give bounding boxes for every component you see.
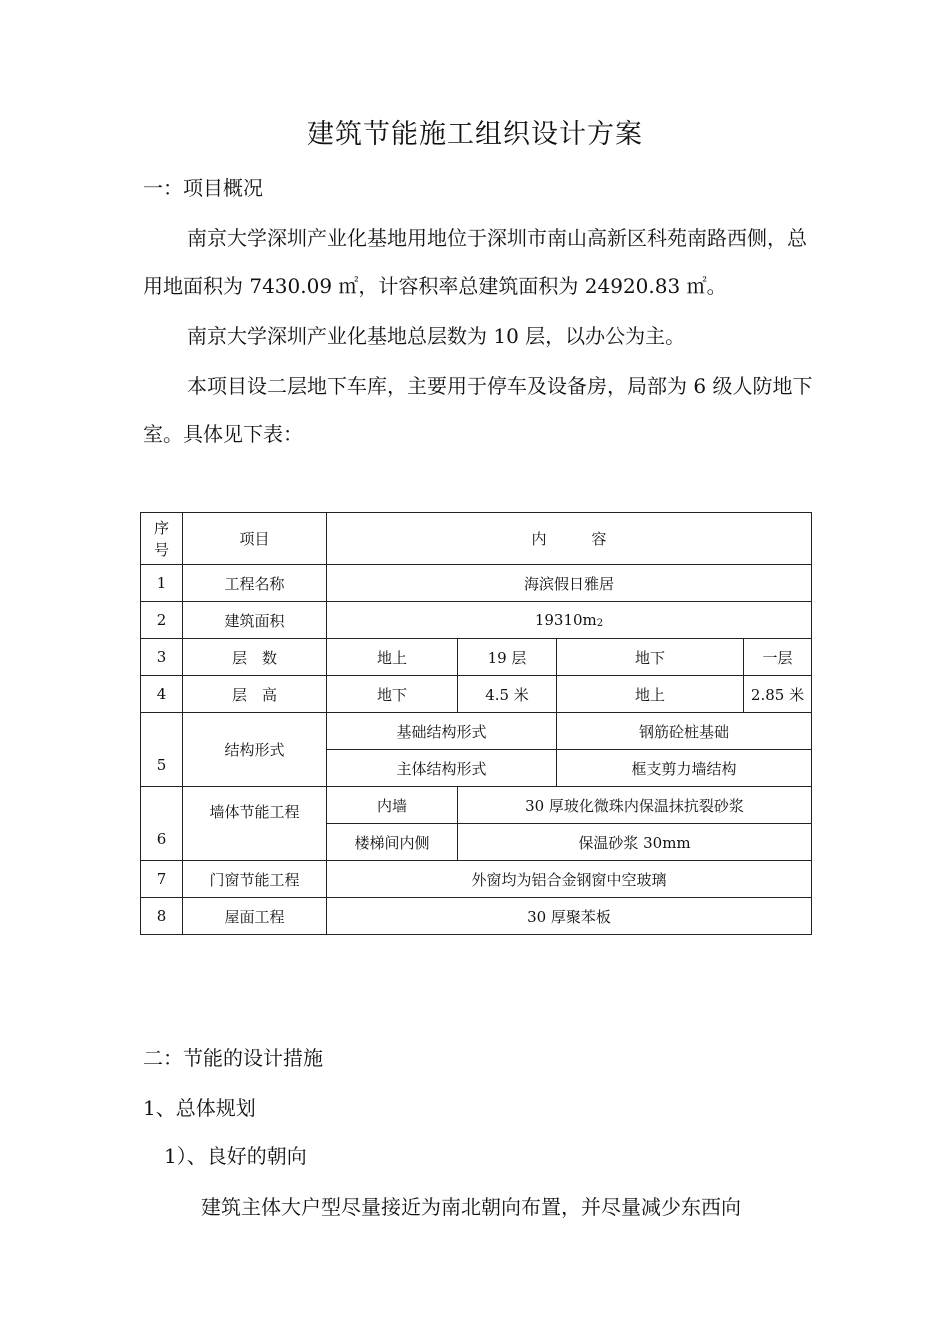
- area-unit-superscript: 2: [596, 618, 604, 629]
- row-value: 海滨假日雅居: [327, 565, 812, 602]
- cell: 4.5 米: [458, 676, 557, 713]
- paragraph-floors-text: 南京大学深圳产业化基地总层数为 10 层，以办公为主。: [187, 324, 686, 348]
- cell: 基础结构形式: [327, 713, 557, 750]
- row-value: 外窗均为铝合金钢窗中空玻璃: [327, 861, 812, 898]
- paragraph-site: [143, 214, 813, 310]
- paragraph-orientation: 建筑主体大户型尽量接近为南北朝向布置，并尽量减少东西向: [201, 1195, 741, 1219]
- paragraph-site-text: 南京大学深圳产业化基地用地位于深圳市南山高新区科苑南路西侧，总用地面积为 7430.09 ㎡，计容积率总建筑面积为 24920.83 ㎡。: [143, 226, 807, 298]
- table-row: [141, 787, 812, 824]
- header-item: 项目: [183, 513, 327, 565]
- row-no: 1: [141, 565, 183, 602]
- cell: 钢筋砼桩基础: [557, 713, 812, 750]
- subheading-general-planning: 1、总体规划: [143, 1096, 256, 1120]
- table-header-row: [141, 513, 812, 565]
- cell: 30 厚玻化微珠内保温抹抗裂砂浆: [458, 787, 812, 824]
- table-row: [141, 602, 812, 639]
- cell: 地下: [327, 676, 458, 713]
- cell: 地上: [557, 676, 744, 713]
- row-no: 5: [141, 713, 183, 787]
- header-no: 序号: [141, 513, 183, 565]
- row-item: 层 数: [183, 639, 327, 676]
- row-no: 7: [141, 861, 183, 898]
- row-no: 6: [141, 787, 183, 861]
- row-item: 墙体节能工程: [183, 787, 327, 861]
- cell: 地下: [557, 639, 744, 676]
- table-row: [141, 713, 812, 750]
- subheading-orientation: 1）、良好的朝向: [164, 1144, 307, 1168]
- paragraph-basement-text: 本项目设二层地下车库，主要用于停车及设备房，局部为 6 级人防地下室。具体见下表：: [143, 374, 813, 446]
- row-value: [327, 602, 812, 639]
- paragraph-floors: [143, 312, 813, 360]
- paragraph-basement: [143, 362, 813, 458]
- project-spec-table: [140, 512, 812, 935]
- section-heading-measures: 二：节能的设计措施: [143, 1046, 323, 1070]
- cell: 楼梯间内侧: [327, 824, 458, 861]
- cell: 地上: [327, 639, 458, 676]
- row-no: 4: [141, 676, 183, 713]
- row-item: 门窗节能工程: [183, 861, 327, 898]
- table-row: [141, 639, 812, 676]
- cell: 2.85 米: [744, 676, 812, 713]
- header-content: 内 容: [327, 513, 812, 565]
- area-value: 19310m: [534, 611, 597, 629]
- row-no: 2: [141, 602, 183, 639]
- table-row: [141, 676, 812, 713]
- row-item: 结构形式: [183, 713, 327, 787]
- row-no: 3: [141, 639, 183, 676]
- cell: 19 层: [458, 639, 557, 676]
- row-no: 8: [141, 898, 183, 935]
- cell: 保温砂浆 30mm: [458, 824, 812, 861]
- row-item: 建筑面积: [183, 602, 327, 639]
- table-row: [141, 861, 812, 898]
- row-value: 30 厚聚苯板: [327, 898, 812, 935]
- cell: 主体结构形式: [327, 750, 557, 787]
- row-item: 屋面工程: [183, 898, 327, 935]
- cell: 一层: [744, 639, 812, 676]
- section-heading-overview: 一：项目概况: [143, 176, 263, 200]
- cell: 框支剪力墙结构: [557, 750, 812, 787]
- table-row: [141, 565, 812, 602]
- cell: 内墙: [327, 787, 458, 824]
- row-item: 工程名称: [183, 565, 327, 602]
- row-item: 层 高: [183, 676, 327, 713]
- page-title: 建筑节能施工组织设计方案: [307, 119, 643, 150]
- table-row: [141, 898, 812, 935]
